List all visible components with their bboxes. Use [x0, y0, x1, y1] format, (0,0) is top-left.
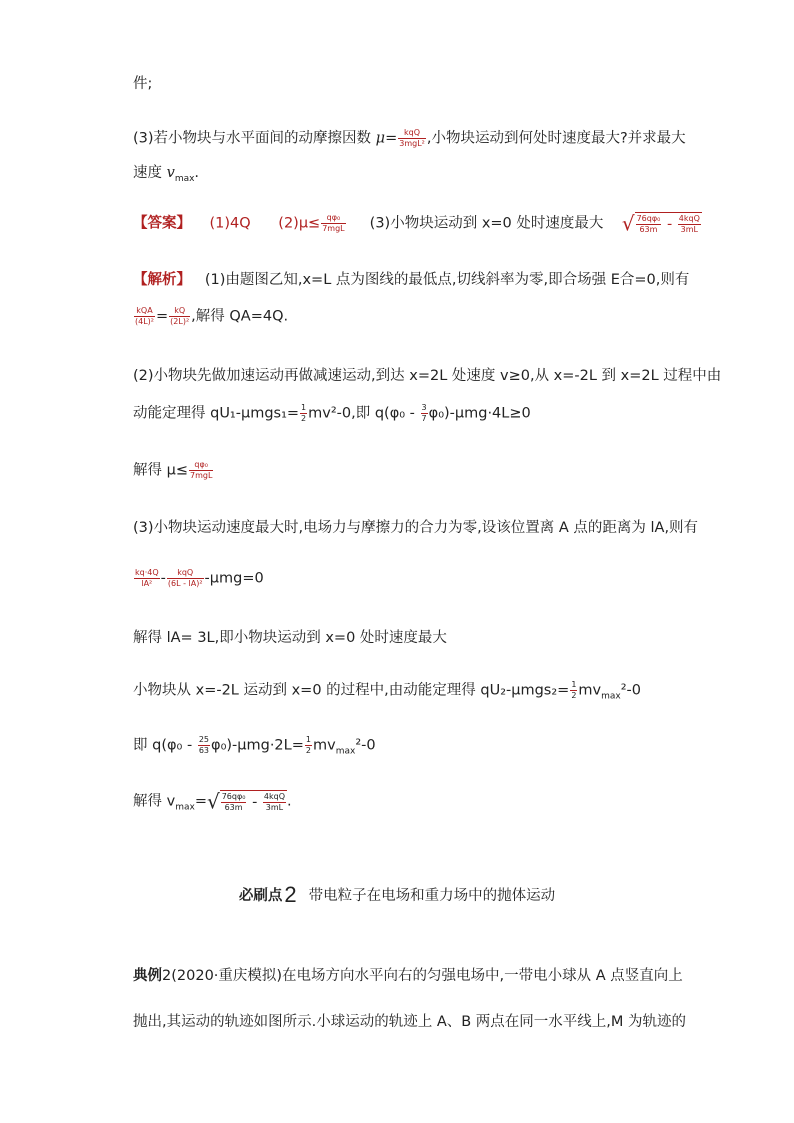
- formula-line: 解得 μ≤ $\frac{\text{qφ₀}}{\text{7mgL}}$: [133, 460, 213, 480]
- example-line: 典例2(2020·重庆模拟)在电场方向水平向右的匀强电场中,一带电小球从 A 点竖直向上: [133, 968, 683, 984]
- formula-fraction: $\frac{\text{kqQ}}{\text{3mgL²}}$: [399, 128, 425, 148]
- example-line: 抛出,其运动的轨迹如图所示.小球运动的轨迹上 A、B 两点在同一水平线上,M 为轨迹的: [133, 1014, 687, 1030]
- formula-line: $\frac{kq\cdot 4Q}{\text{lA²}}$ - $\frac{\text{kqQ}}{\text{(6L - lA)²}}$ -μmg=0: [135, 568, 264, 588]
- answer-line: 【答案】 (1)4Q (2)μ≤ $\frac{\text{qφ₀}}{\text{7mgL}}$ (3)小物块运动到 x=0 处时速度最大 √ $\frac{\text{76qφ₀}}{63m}$ - $\frac{\text{4kqQ}}{3mL}$: [133, 211, 700, 236]
- text-line: 解得 lA= 3L,即小物块运动到 x=0 处时速度最大: [133, 630, 447, 646]
- formula-line: 动能定理得 qU₁-μmgs₁= $\frac{1}{2}$ mv²-0,即 q(φ₀ - $\frac{3}{7}$ φ₀)-μmg·4L≥0: [133, 403, 531, 423]
- text-line: 速度 $v_{max}$.: [133, 165, 200, 184]
- text-line: (3)小物块运动速度最大时,电场力与摩擦力的合力为零,设该位置离 A 点的距离为 lA,则有: [133, 520, 699, 536]
- analysis-line: 【解析】 (1)由题图乙知,x=L 点为图线的最低点,切线斜率为零,即合场强 E合=0,则有: [133, 272, 690, 288]
- formula-line: 小物块从 x=-2L 运动到 x=0 的过程中,由动能定理得 qU₂-μmgs₂= $\frac{1}{2}$ $mv_{max}^2-0$: [133, 680, 642, 702]
- formula-line: $\frac{\text{kQA}}{\text{(4L)²}}$ = $\frac{kQ}{\text{(2L)²}}$ ,解得 QA=4Q.: [135, 306, 289, 326]
- text-line: (2)小物块先做加速运动再做减速运动,到达 x=2L 处速度 v≥0,从 x=-2L 到 x=2L 过程中由: [133, 368, 722, 384]
- formula-line: 即 q(φ₀ - $\frac{25}{63}$ φ₀)-μmg·2L= $\frac{1}{2}$ $mv_{max}^2-0$: [133, 735, 376, 757]
- question-3: (3)若小物块与水平面间的动摩擦因数 μ= $\frac{\text{kqQ}}{\text{3mgL²}}$ ,小物块运动到何处时速度最大?并求最大: [133, 128, 686, 148]
- text-line: 件;: [133, 76, 153, 92]
- formula-line: 解得 $v_{max}=√$ $\frac{\text{76qφ₀}}{63m}$ - $\frac{\text{4kqQ}}{3mL}$ .: [133, 789, 292, 814]
- section-heading: 必刷点2 带电粒子在电场和重力场中的抛体运动: [238, 882, 556, 907]
- sqrt-formula: √ $\frac{\text{76qφ₀}}{63m}$ - $\frac{\text{4kqQ}}{3mL}$: [621, 211, 700, 236]
